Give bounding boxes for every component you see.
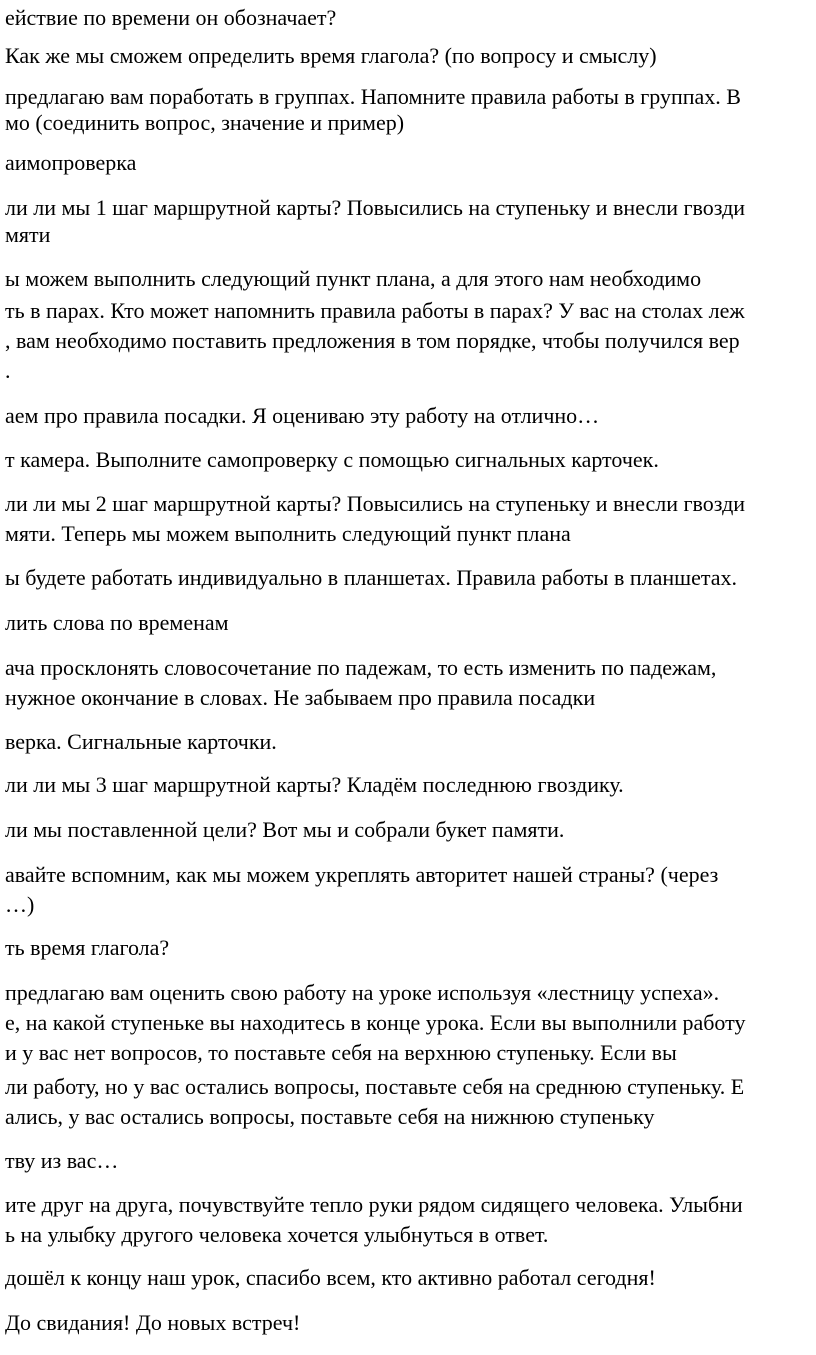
text-line: аимопроверка bbox=[5, 150, 137, 175]
text-line: ть время глагола? bbox=[5, 935, 170, 960]
text-line: е, на какой ступеньке вы находитесь в конце урока. Если вы выполнили работу bbox=[5, 1010, 746, 1035]
text-line: ача просклонять словосочетание по падежам, то есть изменить по падежам, bbox=[5, 655, 717, 680]
text-line: дошёл к концу наш урок, спасибо всем, кто активно работал сегодня! bbox=[5, 1265, 656, 1290]
text-line: ействие по времени он обозначает? bbox=[5, 5, 337, 30]
text-line: …) bbox=[5, 892, 35, 917]
text-line: авайте вспомним, как мы можем укреплять авторитет нашей страны? (через bbox=[5, 862, 719, 887]
text-line: верка. Сигнальные карточки. bbox=[5, 729, 277, 754]
text-line: ы будете работать индивидуально в планшетах. Правила работы в планшетах. bbox=[5, 565, 737, 590]
text-line: ы можем выполнить следующий пункт плана, а для этого нам необходимо bbox=[5, 266, 702, 291]
text-line: До свидания! До новых встреч! bbox=[5, 1310, 301, 1335]
text-line: предлагаю вам оценить свою работу на уроке используя «лестницу успеха». bbox=[5, 980, 720, 1005]
text-line: аем про правила посадки. Я оцениваю эту работу на отлично… bbox=[5, 403, 600, 428]
text-line: ались, у вас остались вопросы, поставьте себя на нижнюю ступеньку bbox=[5, 1104, 655, 1129]
text-line: . bbox=[5, 358, 11, 383]
text-line: предлагаю вам поработать в группах. Напомните правила работы в группах. В bbox=[5, 84, 741, 109]
text-line: ли мы поставленной цели? Вот мы и собрали букет памяти. bbox=[5, 817, 565, 842]
text-line: мяти. Теперь мы можем выполнить следующий пункт плана bbox=[5, 521, 571, 546]
text-line: Как же мы сможем определить время глагола? (по вопросу и смыслу) bbox=[5, 43, 657, 68]
text-line: ли ли мы 3 шаг маршрутной карты? Кладём последнюю гвоздику. bbox=[5, 772, 624, 797]
text-line: тву из вас… bbox=[5, 1148, 119, 1173]
text-line: т камера. Выполните самопроверку с помощью сигнальных карточек. bbox=[5, 447, 659, 472]
text-line: ть в парах. Кто может напомнить правила работы в парах? У вас на столах леж bbox=[5, 298, 745, 323]
text-line: ли ли мы 2 шаг маршрутной карты? Повысились на ступеньку и внесли гвозди bbox=[5, 491, 746, 516]
text-line: , вам необходимо поставить предложения в том порядке, чтобы получился вер bbox=[5, 328, 740, 353]
text-line: ли ли мы 1 шаг маршрутной карты? Повысились на ступеньку и внесли гвозди bbox=[5, 195, 746, 220]
text-line: мяти bbox=[5, 222, 51, 247]
text-line: и у вас нет вопросов, то поставьте себя на верхнюю ступеньку. Если вы bbox=[5, 1040, 677, 1065]
text-line: ли работу, но у вас остались вопросы, поставьте себя на среднюю ступеньку. Е bbox=[5, 1074, 745, 1099]
text-line: ите друг на друга, почувствуйте тепло руки рядом сидящего человека. Улыбни bbox=[5, 1192, 743, 1217]
text-line: ь на улыбку другого человека хочется улыбнуться в ответ. bbox=[5, 1222, 549, 1247]
text-line: нужное окончание в словах. Не забываем про правила посадки bbox=[5, 685, 596, 710]
text-line: мо (соединить вопрос, значение и пример) bbox=[5, 110, 405, 135]
text-line: лить слова по временам bbox=[5, 610, 229, 635]
